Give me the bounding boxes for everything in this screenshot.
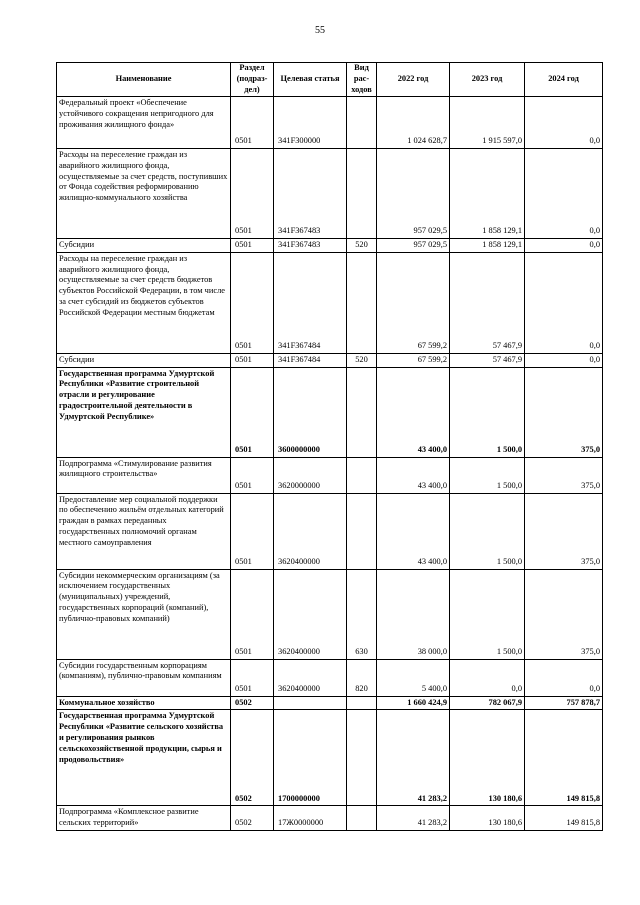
row-2022: 5 400,0 [377,659,450,696]
table-row [57,569,603,659]
row-2024: 0,0 [525,252,603,353]
header-2023: 2023 год [450,63,525,97]
row-2024: 0,0 [525,97,603,149]
row-name: Государственная программа Удмуртской Республики «Развитие сельского хозяйства и регулирования рынков сельскохозяйственной продукции, сырья и продовольствия» [57,710,231,806]
row-2022: 43 400,0 [377,457,450,493]
row-name: Коммунальное хозяйство [57,696,231,710]
header-2022: 2022 год [377,63,450,97]
row-name: Федеральный проект «Обеспечение устойчивого сокращения непригодного для проживания жилищного фонда» [57,97,231,149]
row-name: Расходы на переселение граждан из аварийного жилищного фонда, осуществляемые за счет средств, поступивших от Фонда содействия реформированию жилищно-коммунального хозяйства [57,149,231,239]
row-section: 0501 [231,97,274,149]
row-2022: 38 000,0 [377,569,450,659]
row-section: 0501 [231,353,274,367]
page-number: 55 [315,25,325,36]
table-header [57,63,603,97]
table-row [57,710,603,806]
row-target: 341F367483 [274,239,347,253]
table-row [57,659,603,696]
row-target: 3620400000 [274,493,347,569]
row-2024: 0,0 [525,239,603,253]
row-2023: 1 500,0 [450,493,525,569]
row-target: 3600000000 [274,367,347,457]
row-2022: 41 283,2 [377,806,450,831]
row-target: 341F367483 [274,149,347,239]
header-2024: 2024 год [525,63,603,97]
header-name: Наименование [57,63,231,97]
row-section: 0502 [231,710,274,806]
row-2023: 130 180,6 [450,710,525,806]
row-name: Субсидии [57,239,231,253]
row-type [347,149,377,239]
table-row [57,239,603,253]
row-2024: 375,0 [525,569,603,659]
row-2023: 57 467,9 [450,353,525,367]
row-target: 341F367484 [274,353,347,367]
row-type: 820 [347,659,377,696]
table-row [57,806,603,831]
row-2023: 130 180,6 [450,806,525,831]
row-type: 520 [347,239,377,253]
table-row [57,457,603,493]
row-2023: 0,0 [450,659,525,696]
budget-table [56,62,603,831]
table-row [57,149,603,239]
row-section: 0501 [231,659,274,696]
row-type [347,696,377,710]
row-2022: 67 599,2 [377,353,450,367]
row-section: 0502 [231,806,274,831]
header-type: Вид рас-ходов [347,63,377,97]
row-name: Подпрограмма «Стимулирование развития жилищного строительства» [57,457,231,493]
row-2023: 782 067,9 [450,696,525,710]
row-2024: 149 815,8 [525,710,603,806]
row-type [347,97,377,149]
row-type [347,457,377,493]
row-2023: 1 500,0 [450,457,525,493]
table-row [57,353,603,367]
row-target: 3620400000 [274,659,347,696]
row-type [347,710,377,806]
row-2024: 149 815,8 [525,806,603,831]
row-target: 1700000000 [274,710,347,806]
row-2024: 0,0 [525,659,603,696]
row-2022: 1 024 628,7 [377,97,450,149]
row-name: Государственная программа Удмуртской Республики «Развитие строительной отрасли и регулирование градостроительной деятельности в Удмуртской Республике» [57,367,231,457]
row-target: 3620000000 [274,457,347,493]
row-2024: 0,0 [525,149,603,239]
row-type [347,252,377,353]
row-name: Субсидии [57,353,231,367]
row-target [274,696,347,710]
header-target: Целевая статья [274,63,347,97]
row-2022: 43 400,0 [377,367,450,457]
row-section: 0501 [231,457,274,493]
row-2024: 757 878,7 [525,696,603,710]
row-section: 0502 [231,696,274,710]
row-type [347,367,377,457]
row-target: 3620400000 [274,569,347,659]
row-type [347,806,377,831]
row-2023: 1 858 129,1 [450,239,525,253]
row-name: Субсидии государственным корпорациям (компаниям), публично-правовым компаниям [57,659,231,696]
row-2022: 957 029,5 [377,239,450,253]
row-target: 17Ж0000000 [274,806,347,831]
row-section: 0501 [231,493,274,569]
row-target: 341F367484 [274,252,347,353]
row-name: Подпрограмма «Комплексное развитие сельских территорий» [57,806,231,831]
row-2023: 1 500,0 [450,569,525,659]
row-name: Расходы на переселение граждан из аварийного жилищного фонда, осуществляемые за счет средств бюджетов субъектов Российской Федерации, в том числе за счет субсидий из бюджетов субъектов Российской Федерации местным бюджетам [57,252,231,353]
row-2024: 0,0 [525,353,603,367]
row-2022: 43 400,0 [377,493,450,569]
row-name: Субсидии некоммерческим организациям (за исключением государственных (муниципальных) учреждений, государственных корпораций (компаний), публично-правовых компаний) [57,569,231,659]
row-section: 0501 [231,367,274,457]
row-section: 0501 [231,149,274,239]
row-2022: 41 283,2 [377,710,450,806]
row-2023: 1 915 597,0 [450,97,525,149]
row-section: 0501 [231,569,274,659]
row-type: 630 [347,569,377,659]
row-2024: 375,0 [525,457,603,493]
table-row [57,493,603,569]
row-2024: 375,0 [525,367,603,457]
table-row [57,367,603,457]
row-2023: 1 858 129,1 [450,149,525,239]
row-2023: 1 500,0 [450,367,525,457]
table-row [57,252,603,353]
table-row [57,97,603,149]
row-target: 341F300000 [274,97,347,149]
row-2022: 1 660 424,9 [377,696,450,710]
row-2022: 957 029,5 [377,149,450,239]
row-2023: 57 467,9 [450,252,525,353]
row-type [347,493,377,569]
row-type: 520 [347,353,377,367]
table-row [57,696,603,710]
row-2024: 375,0 [525,493,603,569]
row-2022: 67 599,2 [377,252,450,353]
header-section: Раздел (подраз-дел) [231,63,274,97]
row-name: Предоставление мер социальной поддержки по обеспечению жильём отдельных категорий граждан в рамках переданных государственных полномочий органам местного самоуправления [57,493,231,569]
row-section: 0501 [231,239,274,253]
row-section: 0501 [231,252,274,353]
